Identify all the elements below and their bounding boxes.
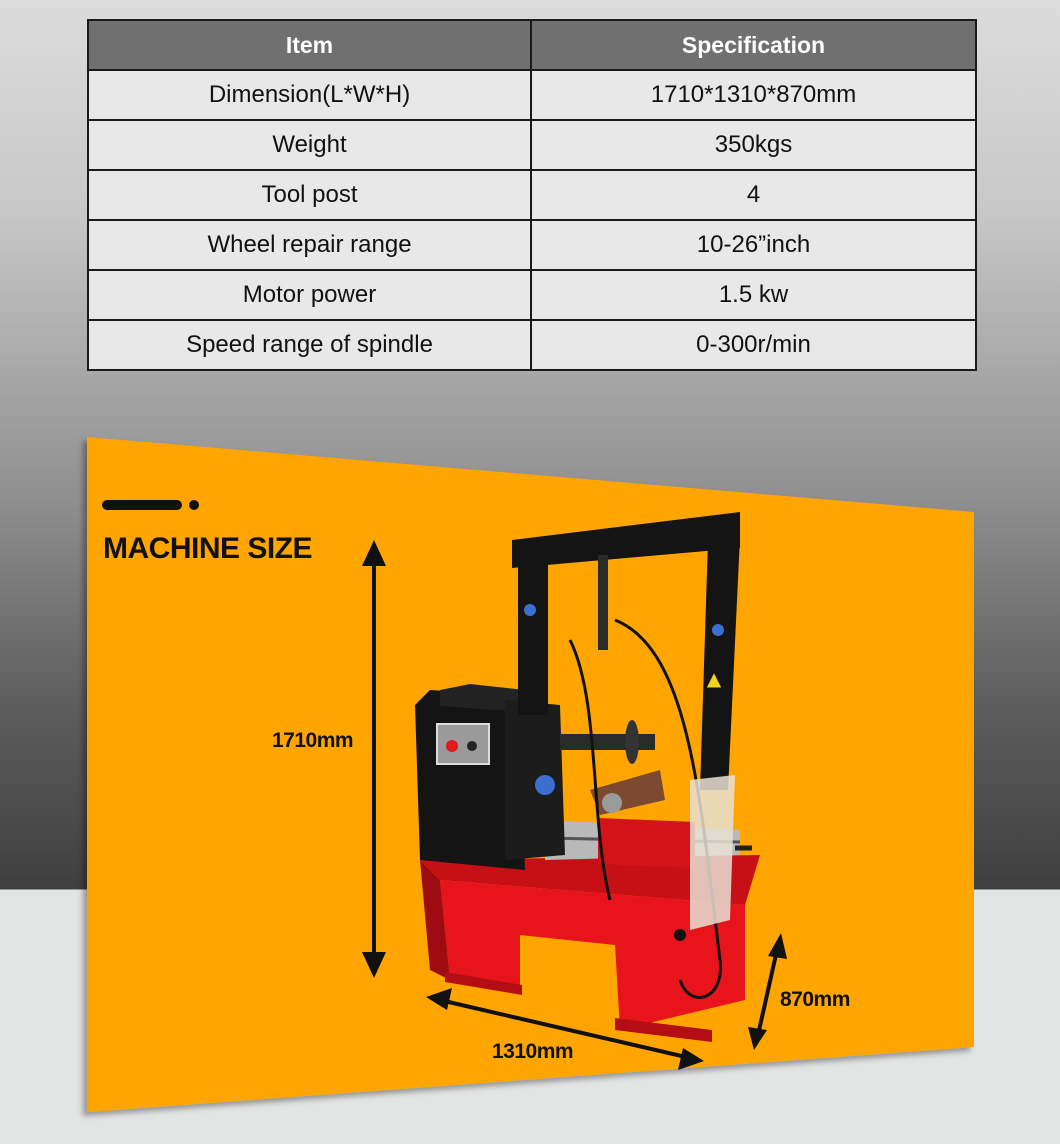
row-label: Tool post (88, 170, 531, 220)
accent-bar (102, 500, 182, 510)
accent-dot (189, 500, 199, 510)
row-label: Motor power (88, 270, 531, 320)
tool-carriage (598, 818, 695, 868)
header-specification: Specification (531, 20, 976, 70)
row-value: 350kgs (531, 120, 976, 170)
height-dimension-label: 1710mm (272, 729, 354, 752)
control-knob-icon (467, 741, 477, 751)
safety-sticker-icon (535, 775, 555, 795)
spindle-shaft (560, 734, 655, 750)
spindle-flange (625, 720, 639, 764)
control-panel (437, 724, 489, 764)
row-label: Wheel repair range (88, 220, 531, 270)
length-dimension-label: 1310mm (492, 1040, 574, 1063)
row-label: Dimension(L*W*H) (88, 70, 531, 120)
spindle-housing (505, 700, 565, 860)
tool-wheel-icon (602, 793, 622, 813)
row-value: 10-26”inch (531, 220, 976, 270)
row-value: 1.5 kw (531, 270, 976, 320)
row-label: Speed range of spindle (88, 320, 531, 370)
protective-shield (690, 775, 735, 930)
frame-pillar-left (518, 560, 548, 715)
row-label: Weight (88, 120, 531, 170)
emergency-stop-icon (446, 740, 458, 752)
row-value: 0-300r/min (531, 320, 976, 370)
frame-sticker-icon (712, 624, 724, 636)
probe-rod (598, 555, 608, 650)
electrical-socket-icon (674, 929, 686, 941)
row-value: 1710*1310*870mm (531, 70, 976, 120)
machine-size-title: MACHINE SIZE (103, 532, 313, 565)
depth-dimension-label: 870mm (780, 988, 850, 1011)
header-item: Item (88, 20, 531, 70)
row-value: 4 (531, 170, 976, 220)
frame-sticker-icon (524, 604, 536, 616)
